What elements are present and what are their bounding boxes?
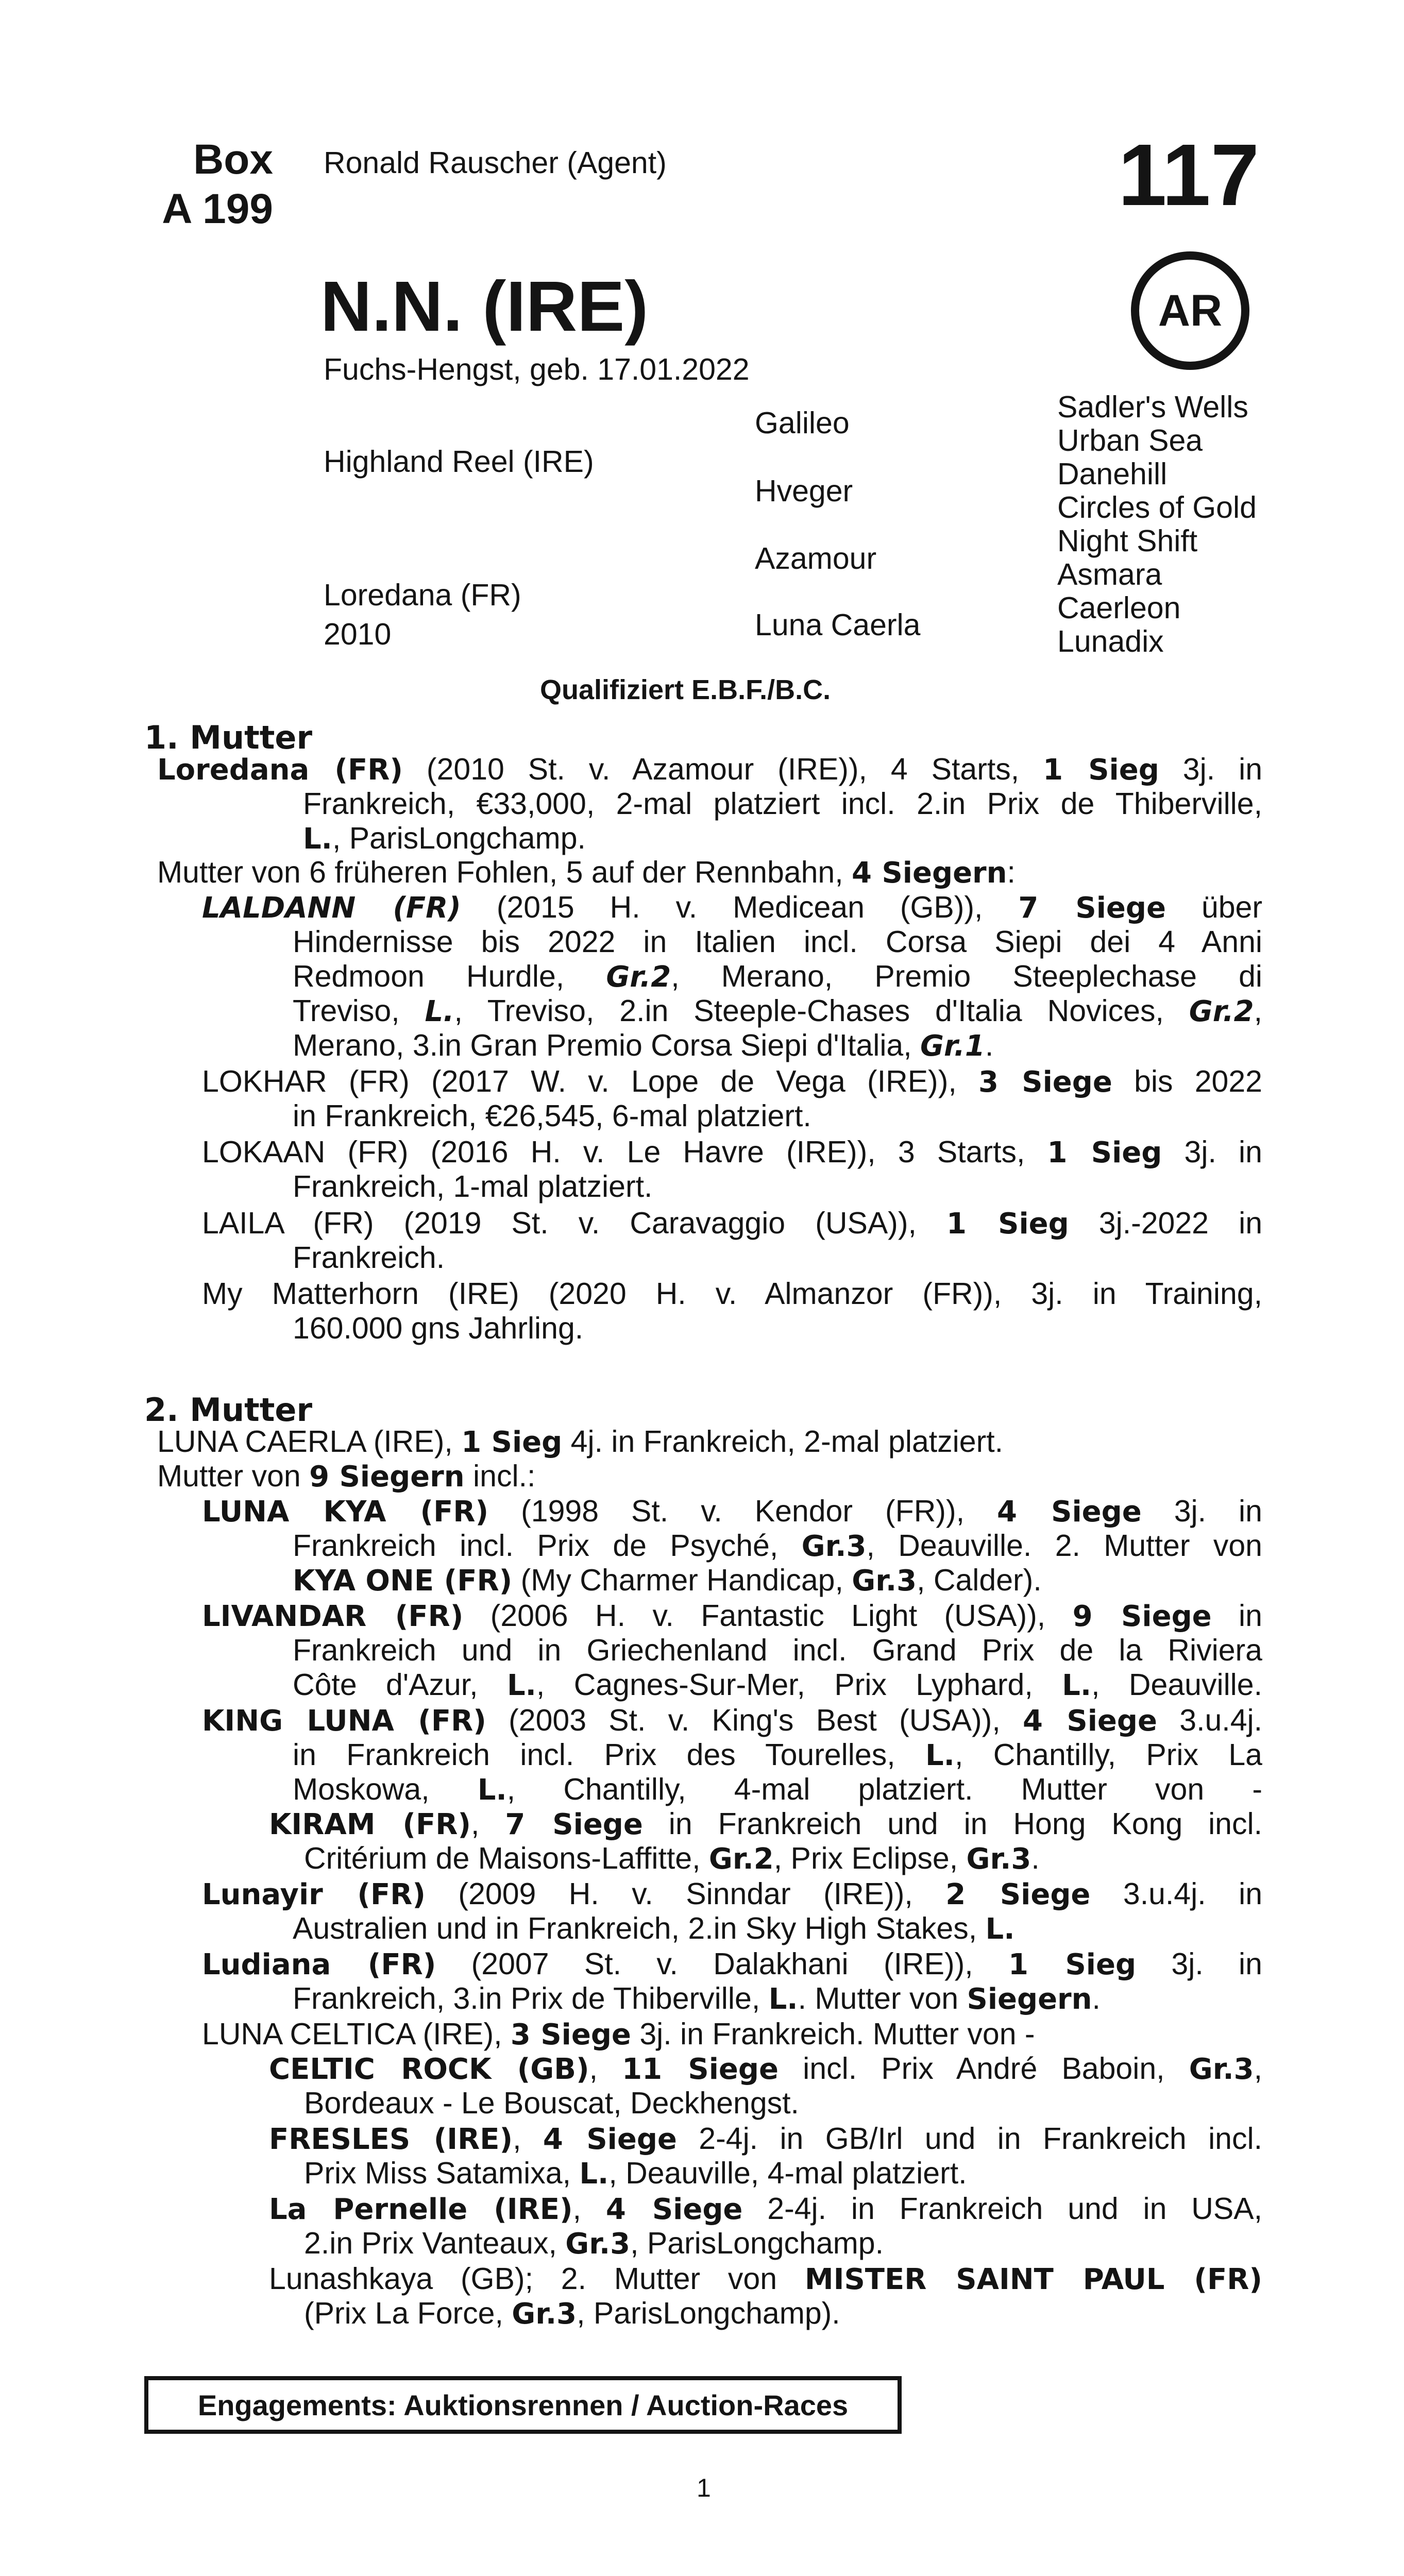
text: LOKHAR (FR) (2017 W. v. Lope de Vega (IRE)), — [202, 1064, 978, 1098]
offspring-line — [269, 2052, 1262, 2087]
page-number: 1 — [697, 2473, 711, 2502]
wins: 7 Siege — [505, 1808, 643, 1841]
text: 3.u.4j. in — [1090, 1877, 1263, 1911]
group-marker: Gr.3 — [852, 1564, 917, 1598]
wins: 1 Sieg — [1047, 1136, 1162, 1170]
offspring-line: Frankreich und in Griechenland incl. Grand Prix de la Riviera — [293, 1633, 1262, 1667]
text: (2015 H. v. Medicean (GB)), — [461, 890, 1019, 924]
offspring-line — [202, 1947, 1262, 1982]
winners: 9 Siegern — [309, 1460, 465, 1494]
text: 4j. in Frankreich, 2-mal platziert. — [562, 1425, 1004, 1459]
listed-marker: L. — [506, 1669, 536, 1702]
wins: 3 Siege — [978, 1065, 1112, 1099]
horse-name: N.N. (IRE) — [320, 267, 649, 346]
text: , Treviso, 2.in Steeple-Chases d'Italia Novices, — [454, 994, 1189, 1028]
group-marker: Gr.3 — [801, 1530, 867, 1563]
group-marker: Gr.3 — [512, 2297, 577, 2331]
lot-number: 117 — [1118, 126, 1260, 224]
text: . — [985, 1028, 994, 1062]
pedigree-sire-sire: Galileo — [755, 406, 850, 440]
pedigree-dam-dam: Luna Caerla — [755, 608, 921, 642]
group-marker: Gr.3 — [966, 1842, 1031, 1876]
offspring-line — [202, 1599, 1262, 1634]
offspring-line: 160.000 gns Jahrling. — [293, 1311, 584, 1345]
text: in Frankreich und in Hong Kong incl. — [642, 1807, 1262, 1841]
offspring-line — [202, 890, 1262, 925]
offspring-line — [304, 1841, 1040, 1876]
group-marker: Gr.2 — [606, 960, 671, 994]
listed-marker: L. — [477, 1773, 507, 1807]
text: , Chantilly, 4-mal platziert. Mutter von - — [506, 1772, 1262, 1806]
text: , — [471, 1807, 505, 1841]
ar-badge-text: AR — [1158, 285, 1223, 335]
text: , Calder). — [917, 1563, 1042, 1597]
first-dam-line — [157, 855, 1016, 890]
text: , — [572, 2192, 606, 2226]
listed-marker: L. — [768, 1982, 798, 2016]
offspring-line — [269, 2122, 1262, 2157]
wins: 1 Sieg — [1043, 753, 1159, 787]
offspring-line — [304, 2226, 884, 2261]
text: , Deauville. 2. Mutter von — [866, 1529, 1262, 1563]
second-dam-line — [157, 1425, 1003, 1460]
offspring-name: KYA ONE (FR) — [293, 1564, 513, 1598]
offspring-line — [202, 1703, 1262, 1738]
first-dam-heading: 1. Mutter — [144, 719, 313, 756]
text: 3.u.4j. — [1157, 1703, 1263, 1737]
text: Frankreich, 3.in Prix de Thiberville, — [293, 1981, 769, 2015]
offspring-line — [202, 1064, 1262, 1099]
text: Moskowa, — [293, 1772, 478, 1806]
text: (Prix La Force, — [304, 2296, 512, 2330]
group-marker: Gr.3 — [565, 2227, 631, 2261]
text: , ParisLongchamp). — [577, 2296, 840, 2330]
agent-name: Ronald Rauscher (Agent) — [324, 146, 667, 180]
text: incl.: — [464, 1459, 536, 1493]
text: . Mutter von — [798, 1981, 967, 2015]
wins: 3 Siege — [510, 2018, 631, 2052]
pedigree-dam: Loredana (FR) — [324, 578, 521, 612]
second-dam-heading: 2. Mutter — [144, 1391, 313, 1429]
text: . — [1031, 1841, 1040, 1875]
text: Treviso, — [293, 994, 425, 1028]
offspring-line — [293, 1911, 1015, 1946]
listed-marker: L. — [425, 995, 454, 1028]
offspring-line — [202, 1135, 1262, 1170]
pedigree-gen3-item: Danehill — [1057, 457, 1168, 491]
listed-marker: L. — [303, 822, 332, 856]
text: 3j. in — [1159, 752, 1263, 786]
text: Côte d'Azur, — [293, 1668, 507, 1702]
engagements-text: Engagements: Auktionsrennen / Auction-Races — [197, 2388, 849, 2421]
offspring-line — [202, 1206, 1262, 1241]
wins: 4 Siege — [543, 2123, 677, 2156]
offspring-name: FRESLES (IRE) — [269, 2123, 513, 2156]
offspring-line — [293, 1028, 993, 1063]
text: Frankreich incl. Prix de Psyché, — [293, 1529, 802, 1563]
offspring-name: LUNA KYA (FR) — [202, 1495, 489, 1529]
wins: 9 Siege — [1072, 1600, 1212, 1633]
text: : — [1007, 855, 1016, 889]
ar-badge — [1131, 251, 1249, 370]
wins: 7 Siege — [1018, 891, 1166, 925]
text: in Frankreich incl. Prix des Tourelles, — [293, 1738, 925, 1772]
text: bis 2022 — [1112, 1064, 1262, 1098]
text: , Deauville, 4-mal platziert. — [608, 2156, 967, 2190]
pedigree-gen3-item: Night Shift — [1057, 524, 1198, 558]
offspring-line — [293, 994, 1262, 1029]
text: , ParisLongchamp. — [332, 821, 586, 855]
first-dam-line: Frankreich, €33,000, 2-mal platziert incl. 2.in Prix de Thiberville, — [303, 787, 1262, 821]
offspring-line — [293, 1529, 1262, 1564]
offspring-line — [304, 2296, 840, 2331]
box-word: Box — [193, 136, 273, 183]
text: (2009 H. v. Sinndar (IRE)), — [425, 1877, 946, 1911]
text: LUNA CAERLA (IRE), — [157, 1425, 462, 1459]
text: Australien und in Frankreich, 2.in Sky High Stakes, — [293, 1911, 986, 1945]
pedigree-sire: Highland Reel (IRE) — [324, 445, 594, 479]
listed-marker: L. — [925, 1739, 955, 1772]
offspring-line — [293, 1772, 1262, 1807]
pedigree-dam-sire: Azamour — [755, 541, 877, 575]
offspring-name: Lunayir (FR) — [202, 1878, 426, 1911]
offspring-name: KIRAM (FR) — [269, 1808, 471, 1841]
offspring-line — [293, 1668, 1262, 1703]
text: 3j. in — [1141, 1494, 1262, 1528]
offspring-line — [202, 1877, 1262, 1912]
offspring-name: MISTER SAINT PAUL (FR) — [804, 2263, 1262, 2296]
text: , — [1254, 994, 1262, 1028]
text: 2-4j. in Frankreich und in USA, — [742, 2192, 1262, 2226]
second-dam-line — [157, 1459, 535, 1494]
text: LUNA CELTICA (IRE), — [202, 2017, 511, 2051]
qualification: Qualifiziert E.B.F./B.C. — [540, 674, 831, 705]
listed-marker: L. — [579, 2157, 609, 2191]
text: Critérium de Maisons-Laffitte, — [304, 1841, 709, 1875]
text: (2003 St. v. King's Best (USA)), — [486, 1703, 1023, 1737]
text: Mutter von — [157, 1459, 310, 1493]
box-label — [139, 135, 273, 234]
text: Merano, 3.in Gran Premio Corsa Siepi d'Italia, — [293, 1028, 921, 1062]
first-dam-line — [303, 821, 586, 856]
text: 3j. in — [1162, 1135, 1262, 1169]
text: , Deauville. — [1091, 1668, 1262, 1702]
pedigree-gen3-item: Circles of Gold — [1057, 490, 1257, 524]
offspring-line: My Matterhorn (IRE) (2020 H. v. Almanzor (FR)), 3j. in Training, — [202, 1277, 1262, 1311]
offspring-line — [293, 959, 1262, 994]
winners: Siegern — [967, 1982, 1092, 2016]
wins: 2 Siege — [945, 1878, 1091, 1911]
pedigree-gen3-item: Urban Sea — [1057, 423, 1203, 457]
offspring-name: KING LUNA (FR) — [202, 1704, 486, 1738]
text: , Merano, Premio Steeplechase di — [671, 959, 1262, 993]
group-marker: Gr.2 — [1189, 995, 1254, 1028]
text: über — [1165, 890, 1262, 924]
wins: 1 Sieg — [1008, 1948, 1137, 1981]
pedigree-dam-year: 2010 — [324, 617, 392, 651]
offspring-line — [269, 2262, 1262, 2297]
text: Mutter von 6 früheren Fohlen, 5 auf der Rennbahn, — [157, 855, 852, 889]
text: , ParisLongchamp. — [630, 2226, 884, 2260]
offspring-name: Ludiana (FR) — [202, 1948, 436, 1981]
first-dam-line — [157, 752, 1262, 787]
text: 2-4j. in GB/Irl und in Frankreich incl. — [676, 2122, 1262, 2156]
offspring-line: Hindernisse bis 2022 in Italien incl. Corsa Siepi dei 4 Anni — [293, 925, 1262, 959]
text: , — [1254, 2052, 1263, 2086]
text: (2007 St. v. Dalakhani (IRE)), — [436, 1947, 1009, 1981]
text: , Cagnes-Sur-Mer, Prix Lyphard, — [536, 1668, 1062, 1702]
offspring-name: CELTIC ROCK (GB) — [269, 2053, 589, 2086]
wins: 1 Sieg — [946, 1207, 1069, 1241]
text: Redmoon Hurdle, — [293, 959, 606, 993]
offspring-line: in Frankreich, €26,545, 6-mal platziert. — [293, 1099, 811, 1133]
group-marker: Gr.1 — [920, 1029, 985, 1063]
text: 3j. in — [1136, 1947, 1262, 1981]
group-marker: Gr.3 — [1189, 2053, 1254, 2086]
text: (2010 St. v. Azamour (IRE)), 4 Starts, — [402, 752, 1043, 786]
wins: 4 Siege — [1023, 1704, 1157, 1738]
text: . — [1092, 1981, 1101, 2015]
text: , Chantilly, Prix La — [954, 1738, 1262, 1772]
horse-description: Fuchs-Hengst, geb. 17.01.2022 — [324, 352, 750, 386]
pedigree-sire-dam: Hveger — [755, 474, 853, 508]
text: (1998 St. v. Kendor (FR)), — [488, 1494, 997, 1528]
offspring-name: La Pernelle (IRE) — [269, 2193, 573, 2226]
text: incl. Prix André Baboin, — [778, 2052, 1189, 2086]
offspring-name: LALDANN (FR) — [202, 891, 461, 925]
text: (2006 H. v. Fantastic Light (USA)), — [463, 1599, 1073, 1633]
pedigree-gen3-item: Asmara — [1057, 557, 1162, 591]
offspring-line — [269, 2192, 1262, 2227]
offspring-line: Bordeaux - Le Bouscat, Deckhengst. — [304, 2086, 799, 2120]
pedigree-gen3 — [1057, 391, 1257, 658]
group-marker: Gr.2 — [708, 1842, 774, 1876]
text: in — [1211, 1599, 1262, 1633]
text: , — [589, 2052, 622, 2086]
pedigree-gen3-item: Caerleon — [1057, 591, 1181, 625]
text: LOKAAN (FR) (2016 H. v. Le Havre (IRE)), 3 Starts, — [202, 1135, 1047, 1169]
text: 3j.-2022 in — [1069, 1206, 1263, 1240]
pedigree-gen3-item: Sadler's Wells — [1057, 390, 1248, 424]
text: 2.in Prix Vanteaux, — [304, 2226, 566, 2260]
engagements-box — [144, 2376, 902, 2434]
listed-marker: L. — [985, 1912, 1015, 1946]
winners: 4 Siegern — [852, 856, 1007, 890]
text: 3j. in Frankreich. Mutter von - — [631, 2017, 1035, 2051]
text: Prix Miss Satamixa, — [304, 2156, 580, 2190]
wins: 11 Siege — [622, 2053, 779, 2086]
wins: 4 Siege — [605, 2193, 743, 2226]
offspring-line: Frankreich. — [293, 1241, 445, 1275]
wins: 1 Sieg — [461, 1426, 563, 1459]
offspring-line — [293, 1981, 1101, 2016]
text: LAILA (FR) (2019 St. v. Caravaggio (USA)), — [202, 1206, 946, 1240]
text: Lunashkaya (GB); 2. Mutter von — [269, 2262, 805, 2296]
offspring-line — [293, 1563, 1042, 1598]
offspring-line — [293, 1738, 1262, 1773]
dam-name: Loredana (FR) — [157, 753, 403, 787]
offspring-line — [304, 2156, 967, 2191]
text: , — [513, 2122, 543, 2156]
text: , Prix Eclipse, — [773, 1841, 967, 1875]
offspring-line — [269, 1807, 1262, 1842]
offspring-line — [202, 2017, 1035, 2052]
listed-marker: L. — [1062, 1669, 1092, 1702]
offspring-line — [202, 1494, 1262, 1529]
box-number: A 199 — [162, 185, 273, 232]
offspring-name: LIVANDAR (FR) — [202, 1600, 464, 1633]
pedigree-gen3-item: Lunadix — [1057, 624, 1164, 658]
text: (My Charmer Handicap, — [512, 1563, 852, 1597]
wins: 4 Siege — [997, 1495, 1142, 1529]
offspring-line: Frankreich, 1-mal platziert. — [293, 1170, 653, 1204]
